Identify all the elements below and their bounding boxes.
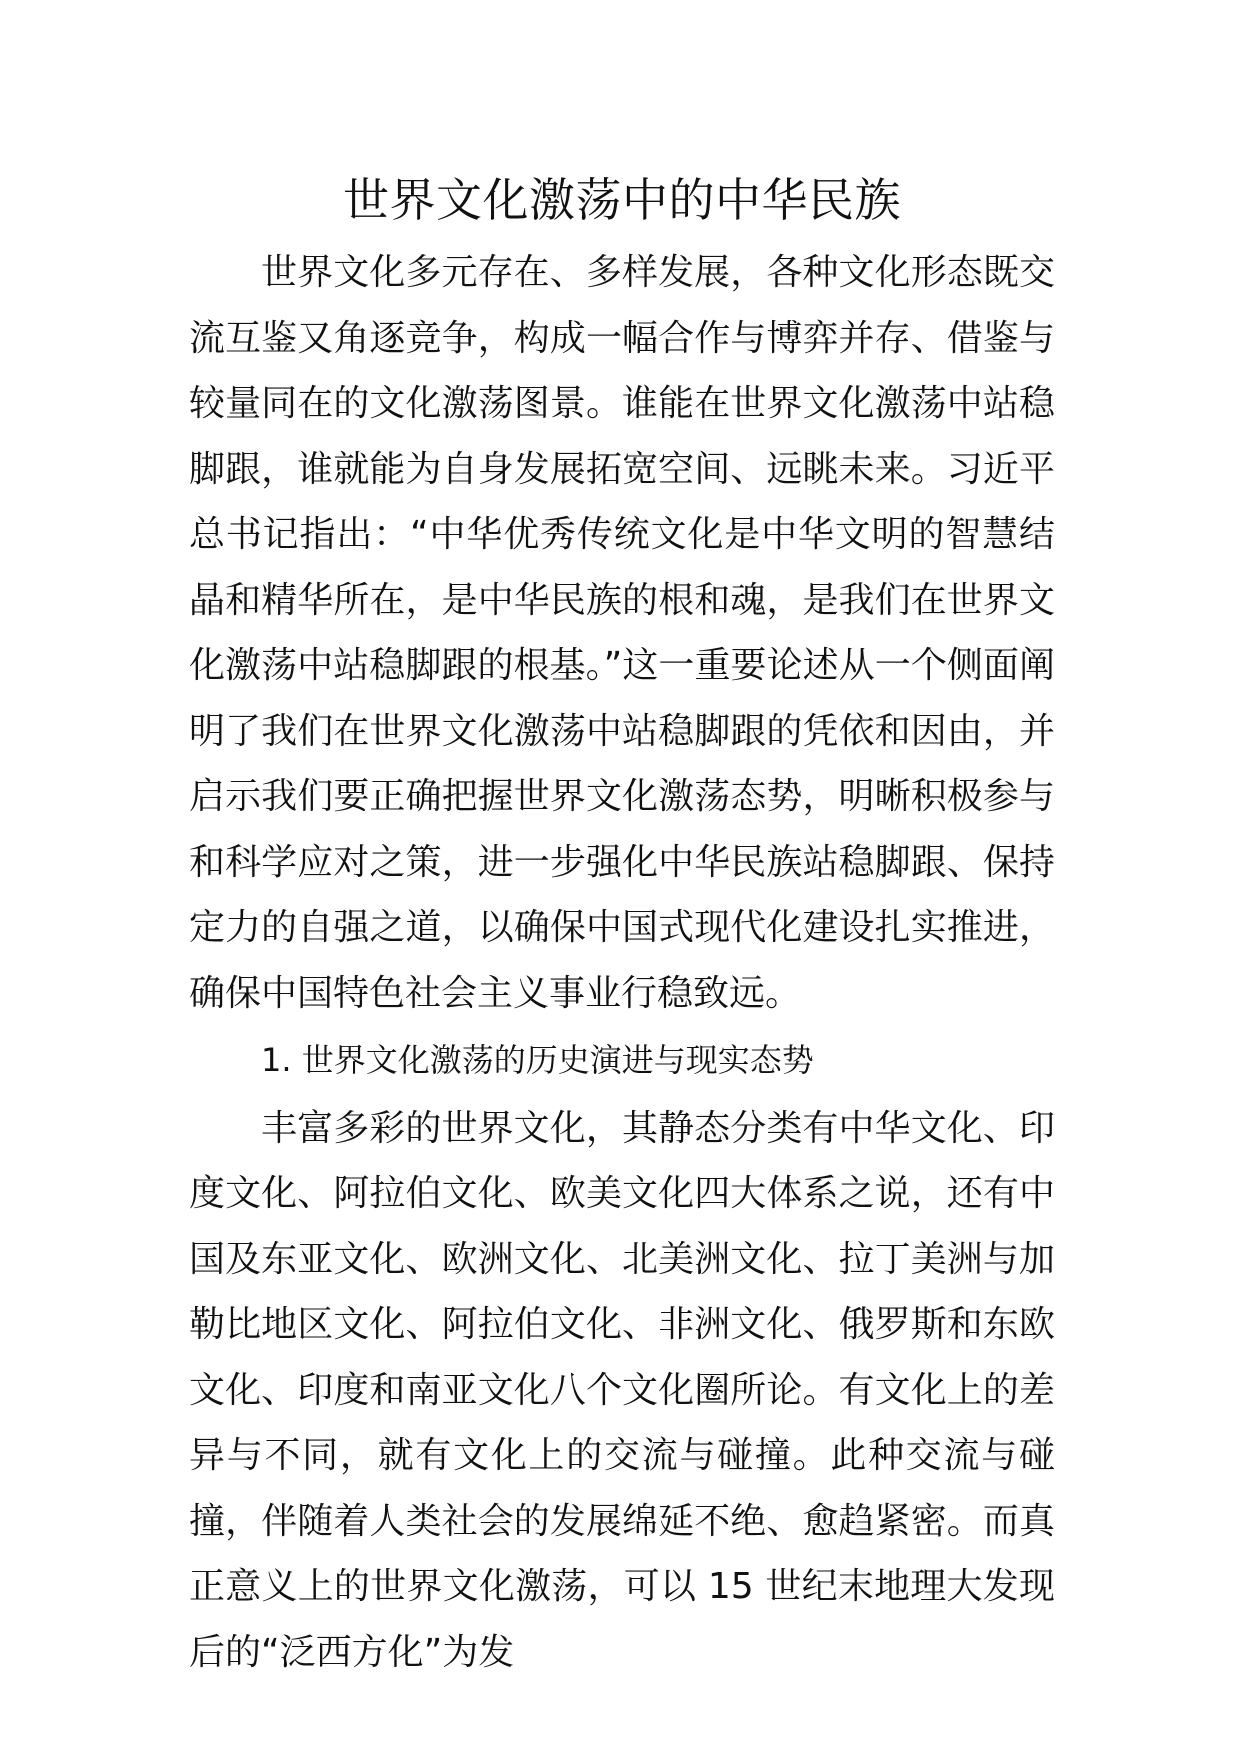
- body-paragraph: 丰富多彩的世界文化，其静态分类有中华文化、印度文化、阿拉伯文化、欧美文化四大体系之说，还有中国及东亚文化、欧洲文化、北美洲文化、拉丁美洲与加勒比地区文化、阿拉伯文化、非洲文化、俄罗斯和东欧文化、印度和南亚文化八个文化圈所论。有文化上的差异与不同，就有文化上的交流与碰撞。此种交流与碰撞，伴随着人类社会的发展绵延不绝、愈趋紧密。而真正意义上的世界文化激荡，可以 15 世纪末地理大发现后的“泛西方化”为发: [189, 1107, 1055, 1673]
- document-title: 世界文化激荡中的中华民族: [343, 173, 901, 227]
- document-page: [189, 160, 1055, 1685]
- section-heading: 1. 世界文化激荡的历史演进与现实态势: [261, 1041, 814, 1079]
- intro-paragraph: 世界文化多元存在、多样发展，各种文化形态既交流互鉴又角逐竞争，构成一幅合作与博弈并存、借鉴与较量同在的文化激荡图景。谁能在世界文化激荡中站稳脚跟，谁就能为自身发展拓宽空间、远眺未来。习近平总书记指出：“中华优秀传统文化是中华文明的智慧结晶和精华所在，是中华民族的根和魂，是我们在世界文化激荡中站稳脚跟的根基。”这一重要论述从一个侧面阐明了我们在世界文化激荡中站稳脚跟的凭依和因由，并启示我们要正确把握世界文化激荡态势，明晰积极参与和科学应对之策，进一步强化中华民族站稳脚跟、保持定力的自强之道，以确保中国式现代化建设扎实推进，确保中国特色社会主义事业行稳致远。: [189, 252, 1055, 1014]
